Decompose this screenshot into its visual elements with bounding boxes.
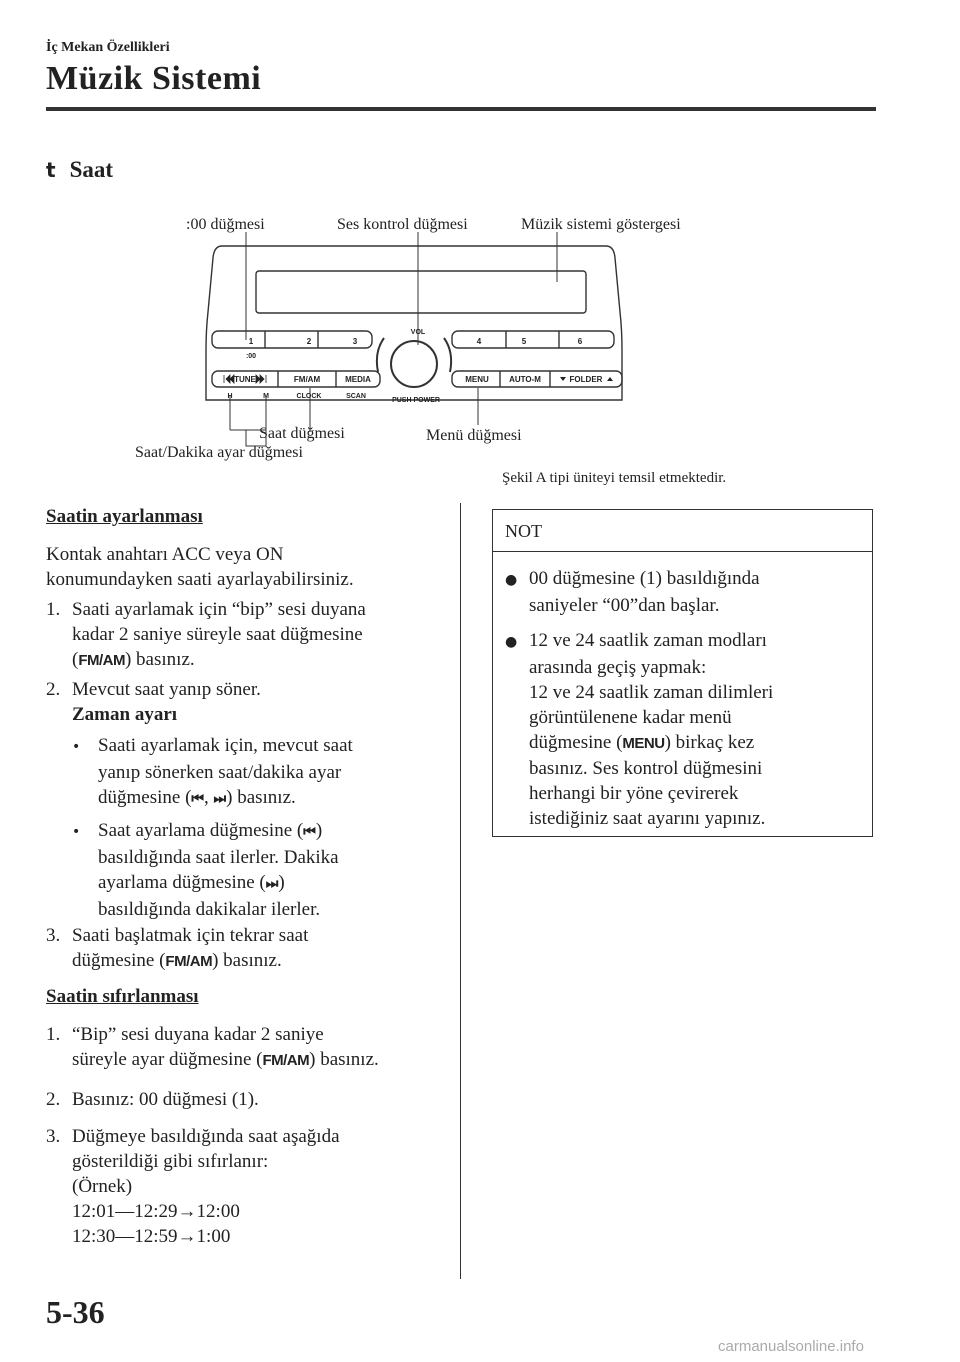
hour-back-icon: ⏮ [303, 824, 316, 840]
fm-am-key-icon: FM/AM [262, 1052, 310, 1069]
tune-next-icon [256, 375, 266, 383]
bullet-line: basıldığında dakikalar ilerler. [98, 899, 321, 920]
bullet-dot: ● [505, 572, 518, 588]
reset-step-2 [46, 1087, 446, 1112]
subheading-text: Saat [69, 157, 114, 182]
bullet-text: Saat ayarlama düğmesine ( [98, 820, 304, 841]
step-line: (Örnek) [72, 1176, 133, 1197]
step-text: düğmesine ( [72, 950, 166, 971]
step-text: ) basınız. [124, 649, 195, 670]
panel-label-6: 6 [577, 337, 583, 346]
hour-back-icon: ⏮ [191, 791, 205, 807]
panel-label-clock: CLOCK [296, 393, 322, 400]
panel-label-auto-m: AUTO-M [509, 375, 541, 384]
note-title: NOT [493, 510, 872, 552]
callout-display: Müzik sistemi göstergesi [521, 216, 681, 233]
step-line: 12:30—12:59→1:00 [72, 1226, 231, 1247]
fm-am-key-icon: FM/AM [78, 652, 125, 669]
bullet-dot: • [72, 824, 81, 840]
intro-line: Kontak anahtarı ACC veya ON [46, 544, 284, 565]
unit-casing [206, 246, 622, 400]
step-number: 3. [46, 925, 61, 946]
step-line: “Bip” sesi duyana kadar 2 saniye [72, 1024, 324, 1045]
note-line: görüntülenene kadar menü [529, 707, 732, 728]
panel-label-4: 4 [476, 337, 482, 346]
reset-step-1 [46, 1022, 446, 1073]
note-item-2 [505, 628, 865, 831]
note-text: düğmesine ( [529, 732, 623, 753]
step-text: süreyle ayar düğmesine ( [72, 1049, 263, 1070]
volume-knob [391, 341, 437, 387]
setting-heading: Saatin ayarlanması [46, 506, 203, 527]
panel-label-h: H [227, 393, 233, 400]
step-line: Saati ayarlamak için “bip” sesi duyana [72, 599, 366, 620]
diagram-caption: Şekil A tipi üniteyi temsil etmektedir. [502, 470, 727, 486]
title-rule [46, 107, 876, 111]
callout-zero-button: :00 düğmesi [186, 216, 265, 233]
step-text: ) basınız. [309, 1049, 379, 1070]
bullet-line: basıldığında saat ilerler. Dakika [98, 847, 339, 868]
setting-step-2 [46, 677, 446, 922]
panel-label-scan: SCAN [346, 393, 366, 400]
step-line: Düğmeye basıldığında saat aşağıda [72, 1126, 340, 1147]
bullet-dot: ● [505, 634, 518, 650]
minute-forward-icon: ⏭ [213, 791, 227, 807]
note-line: herhangi bir yöne çevirerek [529, 783, 739, 804]
step-line: gösterildiği gibi sıfırlanır: [72, 1151, 269, 1172]
bullet-line: yanıp sönerken saat/dakika ayar [98, 762, 342, 783]
step-line: Mevcut saat yanıp söner. [72, 679, 261, 700]
note-item-1 [505, 566, 865, 618]
page-title: Müzik Sistemi [46, 60, 262, 97]
panel-label-vol: VOL [410, 329, 426, 336]
note-line: basınız. Ses kontrol düğmesini [529, 758, 763, 779]
minute-forward-icon: ⏭ [265, 876, 279, 892]
time-setting-subheading: Zaman ayarı [72, 704, 178, 725]
panel-label-media: MEDIA [345, 375, 371, 384]
tune-prev-icon [224, 375, 234, 383]
preset-bar-left [212, 331, 372, 348]
step-line: Basınız: 00 düğmesi (1). [72, 1089, 259, 1110]
reset-step-3 [46, 1124, 446, 1249]
callout-menu-button: Menü düğmesi [426, 427, 522, 444]
bullet-text: ) [278, 872, 285, 893]
reset-heading: Saatin sıfırlanması [46, 986, 199, 1007]
step-line: 12:01—12:29→12:00 [72, 1201, 240, 1222]
panel-label-menu: MENU [465, 375, 489, 384]
panel-label-push-power: PUSH POWER [392, 397, 440, 404]
callout-clock-button: Saat düğmesi [259, 425, 345, 442]
note-line: 12 ve 24 saatlik zaman modları [529, 630, 767, 651]
subheading-bullet: t [46, 158, 56, 182]
panel-label-zero: :00 [245, 353, 257, 360]
step-number: 2. [46, 679, 61, 700]
note-line: 00 düğmesine (1) basıldığında [529, 568, 760, 589]
section-label: İç Mekan Özellikleri [46, 40, 170, 55]
watermark-link[interactable]: carmanualsonline.info [718, 1338, 864, 1355]
bullet-dot: • [72, 739, 81, 755]
panel-label-1: 1 [248, 337, 254, 346]
panel-label-tune: TUNE [234, 375, 256, 384]
display-window [256, 271, 586, 313]
panel-label-m: M [263, 393, 269, 400]
bullet-text: ayarlama düğmesine ( [98, 872, 266, 893]
panel-label-folder: FOLDER [569, 375, 603, 384]
setting-intro [46, 542, 446, 592]
bullet-text: ) basınız. [226, 787, 296, 808]
step-number: 2. [46, 1089, 61, 1110]
column-divider [460, 503, 461, 1279]
page-number: 5-36 [46, 1294, 105, 1330]
note-line: saniyeler “00”dan başlar. [529, 595, 720, 616]
step-line: kadar 2 saniye süreyle saat düğmesine [72, 624, 363, 645]
fm-am-key-icon: FM/AM [165, 953, 213, 970]
note-line: 12 ve 24 saatlik zaman dilimleri [529, 682, 774, 703]
setting-step-1 [46, 597, 446, 673]
note-line: arasında geçiş yapmak: [529, 657, 707, 678]
callout-hour-minute-button: Saat/Dakika ayar düğmesi [135, 444, 303, 461]
time-setting-bullet-2 [46, 818, 446, 922]
setting-step-3 [46, 923, 446, 974]
step-line: Saati başlatmak için tekrar saat [72, 925, 309, 946]
step-number: 1. [46, 599, 61, 620]
note-text: ) birkaç kez [664, 732, 755, 753]
step-number: 3. [46, 1126, 61, 1147]
panel-label-3: 3 [352, 337, 358, 346]
audio-unit-diagram [130, 205, 830, 485]
bullet-text: ) [315, 820, 323, 841]
panel-label-5: 5 [521, 337, 527, 346]
folder-up-icon [607, 377, 613, 381]
note-box [492, 509, 873, 837]
subheading [46, 157, 113, 183]
menu-key-icon: MENU [622, 735, 665, 752]
intro-line: konumundayken saati ayarlayabilirsiniz. [46, 569, 354, 590]
bullet-line: Saati ayarlamak için, mevcut saat [98, 735, 353, 756]
step-text: ( [72, 649, 79, 670]
panel-label-2: 2 [306, 337, 312, 346]
note-line: istediğiniz saat ayarını yapınız. [529, 808, 766, 829]
callout-volume-knob: Ses kontrol düğmesi [337, 216, 468, 233]
step-text: ) basınız. [212, 950, 282, 971]
bullet-text: düğmesine ( [98, 787, 192, 808]
time-setting-bullet-1 [46, 733, 446, 812]
step-number: 1. [46, 1024, 61, 1045]
bullet-text: , [204, 787, 214, 808]
folder-down-icon [560, 377, 566, 381]
panel-label-fm-am: FM/AM [293, 375, 321, 384]
